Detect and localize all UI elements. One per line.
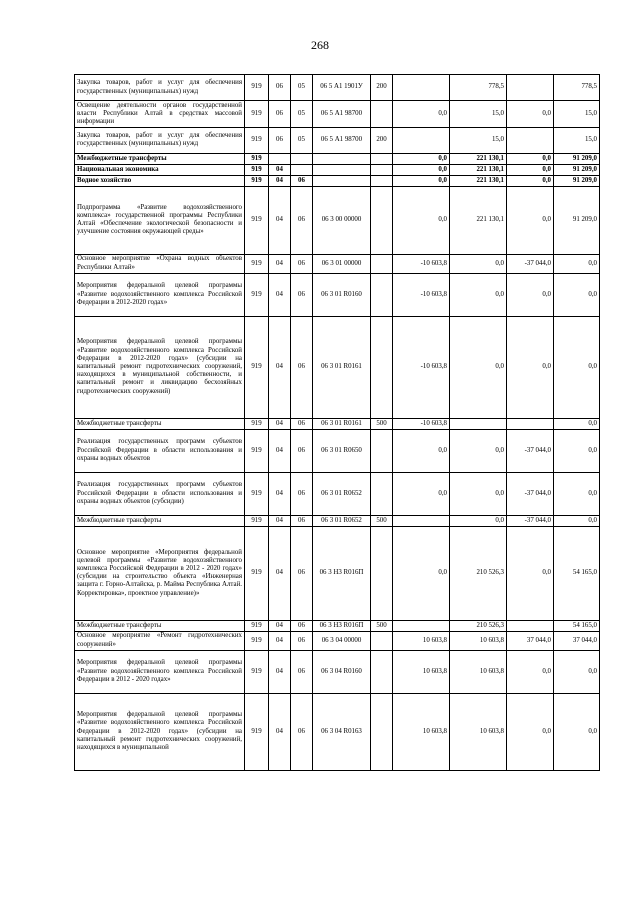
target-article-cell: 06 3 04 00000 <box>313 631 371 650</box>
target-article-cell: 06 3 01 R0161 <box>313 316 371 418</box>
row-name-cell: Межбюджетные трансферты <box>75 418 245 429</box>
expense-type-cell: 200 <box>371 127 393 153</box>
amount-2019-cell: 0,0 <box>450 254 507 273</box>
amount-2019-cell: 0,0 <box>450 273 507 316</box>
target-article-cell: 06 3 01 R0652 <box>313 515 371 526</box>
target-article-cell: 06 3 01 R0160 <box>313 273 371 316</box>
expense-type-cell <box>371 254 393 273</box>
ministry-code-cell: 919 <box>245 175 269 186</box>
amount-change-cell: 0,0 <box>393 153 450 164</box>
table-row <box>75 254 600 273</box>
target-article-cell: 06 3 04 R0160 <box>313 650 371 693</box>
amount-change-2-cell: 37 044,0 <box>507 631 554 650</box>
row-name-cell: Основное мероприятие «Мероприятия федеральной целевой программы «Развитие водохозяйственного комплекса Российской Федерации в 2012 - 2020 годах» (субсидии на строительство объекта «Инженерная защита г. Горно-Алтайска, р. Майма Республика Алтай. Корректировка», проектное управление)» <box>75 526 245 620</box>
amount-change-2-cell: 0,0 <box>507 316 554 418</box>
table-row <box>75 273 600 316</box>
amount-2020-cell: 0,0 <box>554 254 600 273</box>
expense-type-cell <box>371 472 393 515</box>
amount-change-2-cell: -37 044,0 <box>507 515 554 526</box>
amount-2020-cell: 54 165,0 <box>554 620 600 631</box>
amount-change-2-cell: 0,0 <box>507 693 554 770</box>
amount-change-cell: 0,0 <box>393 175 450 186</box>
amount-change-cell: 0,0 <box>393 472 450 515</box>
amount-change-2-cell: 0,0 <box>507 164 554 175</box>
amount-change-cell: 10 603,8 <box>393 650 450 693</box>
amount-change-cell: -10 603,8 <box>393 316 450 418</box>
amount-change-cell: 0,0 <box>393 164 450 175</box>
subsection-code-cell <box>291 153 313 164</box>
amount-2020-cell: 0,0 <box>554 429 600 472</box>
amount-2019-cell: 15,0 <box>450 127 507 153</box>
table-row <box>75 472 600 515</box>
target-article-cell <box>313 175 371 186</box>
subsection-code-cell: 06 <box>291 273 313 316</box>
amount-change-2-cell: 0,0 <box>507 186 554 254</box>
row-name-cell: Межбюджетные трансферты <box>75 153 245 164</box>
ministry-code-cell: 919 <box>245 75 269 101</box>
amount-2019-cell: 10 603,8 <box>450 631 507 650</box>
amount-2019-cell: 778,5 <box>450 75 507 101</box>
table-row <box>75 515 600 526</box>
subsection-code-cell: 06 <box>291 418 313 429</box>
table-row <box>75 631 600 650</box>
amount-change-cell <box>393 75 450 101</box>
section-code-cell: 04 <box>269 526 291 620</box>
section-code-cell: 04 <box>269 186 291 254</box>
amount-2020-cell: 37 044,0 <box>554 631 600 650</box>
amount-2019-cell: 210 526,3 <box>450 526 507 620</box>
row-name-cell: Основное мероприятие «Охрана водных объектов Республики Алтай» <box>75 254 245 273</box>
row-name-cell: Национальная экономика <box>75 164 245 175</box>
section-code-cell: 06 <box>269 101 291 128</box>
expense-type-cell <box>371 164 393 175</box>
amount-2020-cell: 0,0 <box>554 515 600 526</box>
section-code-cell: 06 <box>269 75 291 101</box>
ministry-code-cell: 919 <box>245 153 269 164</box>
section-code-cell: 04 <box>269 631 291 650</box>
amount-change-cell <box>393 620 450 631</box>
subsection-code-cell <box>291 164 313 175</box>
amount-change-2-cell: 0,0 <box>507 273 554 316</box>
ministry-code-cell: 919 <box>245 429 269 472</box>
amount-2020-cell: 0,0 <box>554 693 600 770</box>
row-name-cell: Мероприятия федеральной целевой программы «Развитие водохозяйственного комплекса Российской Федерации в 2012-2020 годах» (субсидии на капитальный ремонт гидротехнических сооружений, находящихся в муниципальной собственности, и капитальный ремонт и ликвидацию бесхозяйных гидротехнических сооружений) <box>75 316 245 418</box>
target-article-cell: 06 3 01 R0650 <box>313 429 371 472</box>
expense-type-cell: 500 <box>371 515 393 526</box>
expense-type-cell: 200 <box>371 75 393 101</box>
amount-2020-cell: 0,0 <box>554 472 600 515</box>
budget-table <box>74 74 600 771</box>
amount-change-2-cell: 0,0 <box>507 526 554 620</box>
ministry-code-cell: 919 <box>245 127 269 153</box>
section-code-cell: 04 <box>269 164 291 175</box>
amount-2020-cell: 778,5 <box>554 75 600 101</box>
amount-2020-cell: 0,0 <box>554 650 600 693</box>
amount-2019-cell: 221 130,1 <box>450 186 507 254</box>
expense-type-cell <box>371 316 393 418</box>
amount-change-2-cell: -37 044,0 <box>507 254 554 273</box>
page-number: 268 <box>311 38 329 52</box>
table-row <box>75 429 600 472</box>
amount-change-cell: 10 603,8 <box>393 693 450 770</box>
section-code-cell: 04 <box>269 515 291 526</box>
expense-type-cell <box>371 693 393 770</box>
amount-2019-cell: 221 130,1 <box>450 164 507 175</box>
target-article-cell: 06 3 00 00000 <box>313 186 371 254</box>
target-article-cell: 06 5 А1 98700 <box>313 127 371 153</box>
subsection-code-cell: 05 <box>291 127 313 153</box>
row-name-cell: Освещение деятельности органов государственной власти Республики Алтай в средствах массовой информации <box>75 101 245 128</box>
ministry-code-cell: 919 <box>245 316 269 418</box>
amount-2020-cell: 54 165,0 <box>554 526 600 620</box>
amount-change-2-cell <box>507 75 554 101</box>
subsection-code-cell: 06 <box>291 650 313 693</box>
target-article-cell: 06 3 01 R0161 <box>313 418 371 429</box>
ministry-code-cell: 919 <box>245 254 269 273</box>
amount-change-2-cell <box>507 418 554 429</box>
section-code-cell: 04 <box>269 472 291 515</box>
row-name-cell: Основное мероприятие «Ремонт гидротехнических сооружений» <box>75 631 245 650</box>
amount-2020-cell: 0,0 <box>554 316 600 418</box>
amount-2020-cell: 0,0 <box>554 273 600 316</box>
row-name-cell: Водное хозяйство <box>75 175 245 186</box>
table-row <box>75 693 600 770</box>
table-row <box>75 101 600 128</box>
amount-2020-cell: 91 209,0 <box>554 153 600 164</box>
target-article-cell: 06 5 А1 98700 <box>313 101 371 128</box>
ministry-code-cell: 919 <box>245 186 269 254</box>
table-row <box>75 164 600 175</box>
expense-type-cell <box>371 526 393 620</box>
table-row <box>75 620 600 631</box>
section-code-cell: 04 <box>269 175 291 186</box>
amount-2019-cell: 0,0 <box>450 472 507 515</box>
ministry-code-cell: 919 <box>245 515 269 526</box>
subsection-code-cell: 06 <box>291 526 313 620</box>
amount-2020-cell: 15,0 <box>554 127 600 153</box>
amount-2019-cell: 0,0 <box>450 515 507 526</box>
section-code-cell: 04 <box>269 254 291 273</box>
expense-type-cell <box>371 101 393 128</box>
subsection-code-cell: 06 <box>291 254 313 273</box>
table-row <box>75 175 600 186</box>
table-row <box>75 316 600 418</box>
amount-change-2-cell: 0,0 <box>507 153 554 164</box>
subsection-code-cell: 06 <box>291 515 313 526</box>
amount-change-2-cell <box>507 127 554 153</box>
row-name-cell: Реализация государственных программ субъектов Российской Федерации в области использования и охраны водных объектов <box>75 429 245 472</box>
amount-change-cell: 0,0 <box>393 186 450 254</box>
row-name-cell: Подпрограмма «Развитие водохозяйственного комплекса» государственной программы Республики Алтай «Обеспечение экологической безопасности и улучшение состояния окружающей среды» <box>75 186 245 254</box>
amount-change-cell: 0,0 <box>393 526 450 620</box>
amount-change-cell: 0,0 <box>393 101 450 128</box>
expense-type-cell: 500 <box>371 620 393 631</box>
section-code-cell: 04 <box>269 273 291 316</box>
amount-change-2-cell <box>507 620 554 631</box>
subsection-code-cell: 06 <box>291 316 313 418</box>
amount-change-cell: 10 603,8 <box>393 631 450 650</box>
amount-2019-cell: 10 603,8 <box>450 650 507 693</box>
expense-type-cell <box>371 631 393 650</box>
target-article-cell: 06 3 01 R0652 <box>313 472 371 515</box>
table-row <box>75 650 600 693</box>
row-name-cell: Мероприятия федеральной целевой программы «Развитие водохозяйственного комплекса Российской Федерации в 2012-2020 годах» <box>75 273 245 316</box>
row-name-cell: Закупка товаров, работ и услуг для обеспечения государственных (муниципальных) нужд <box>75 127 245 153</box>
amount-2019-cell: 221 130,1 <box>450 153 507 164</box>
target-article-cell: 06 3 Н3 R016П <box>313 620 371 631</box>
amount-change-cell: -10 603,8 <box>393 273 450 316</box>
target-article-cell: 06 5 А1 1901У <box>313 75 371 101</box>
target-article-cell: 06 3 Н3 R016П <box>313 526 371 620</box>
ministry-code-cell: 919 <box>245 101 269 128</box>
amount-change-2-cell: -37 044,0 <box>507 429 554 472</box>
subsection-code-cell: 06 <box>291 175 313 186</box>
row-name-cell: Межбюджетные трансферты <box>75 515 245 526</box>
expense-type-cell <box>371 273 393 316</box>
ministry-code-cell: 919 <box>245 693 269 770</box>
target-article-cell: 06 3 04 R0163 <box>313 693 371 770</box>
section-code-cell: 04 <box>269 429 291 472</box>
row-name-cell: Реализация государственных программ субъектов Российской Федерации в области использования и охраны водных объектов (субсидии) <box>75 472 245 515</box>
subsection-code-cell: 06 <box>291 429 313 472</box>
table-row <box>75 127 600 153</box>
amount-change-2-cell: 0,0 <box>507 175 554 186</box>
row-name-cell: Мероприятия федеральной целевой программы «Развитие водохозяйственного комплекса Российской Федерации в 2012 - 2020 годах» <box>75 650 245 693</box>
table-row <box>75 186 600 254</box>
subsection-code-cell: 06 <box>291 631 313 650</box>
expense-type-cell <box>371 175 393 186</box>
table-row <box>75 418 600 429</box>
subsection-code-cell: 06 <box>291 693 313 770</box>
amount-change-cell: -10 603,8 <box>393 418 450 429</box>
ministry-code-cell: 919 <box>245 631 269 650</box>
expense-type-cell <box>371 153 393 164</box>
amount-change-cell <box>393 515 450 526</box>
table-body <box>75 75 600 771</box>
amount-change-cell <box>393 127 450 153</box>
section-code-cell <box>269 153 291 164</box>
amount-2020-cell: 91 209,0 <box>554 186 600 254</box>
amount-2019-cell: 0,0 <box>450 429 507 472</box>
amount-2019-cell: 210 526,3 <box>450 620 507 631</box>
target-article-cell <box>313 164 371 175</box>
table-row <box>75 75 600 101</box>
expense-type-cell <box>371 650 393 693</box>
amount-change-cell: -10 603,8 <box>393 254 450 273</box>
ministry-code-cell: 919 <box>245 273 269 316</box>
amount-2019-cell: 0,0 <box>450 316 507 418</box>
subsection-code-cell: 06 <box>291 186 313 254</box>
row-name-cell: Межбюджетные трансферты <box>75 620 245 631</box>
amount-2020-cell: 0,0 <box>554 418 600 429</box>
ministry-code-cell: 919 <box>245 526 269 620</box>
expense-type-cell <box>371 186 393 254</box>
ministry-code-cell: 919 <box>245 650 269 693</box>
section-code-cell: 04 <box>269 418 291 429</box>
section-code-cell: 04 <box>269 650 291 693</box>
section-code-cell: 04 <box>269 620 291 631</box>
amount-2020-cell: 15,0 <box>554 101 600 128</box>
row-name-cell: Мероприятия федеральной целевой программы «Развитие водохозяйственного комплекса Российской Федерации в 2012-2020 годах» (субсидии на капитальный ремонт гидротехнических сооружений, находящихся в муниципальной <box>75 693 245 770</box>
ministry-code-cell: 919 <box>245 472 269 515</box>
target-article-cell: 06 3 01 00000 <box>313 254 371 273</box>
subsection-code-cell: 05 <box>291 101 313 128</box>
subsection-code-cell: 06 <box>291 472 313 515</box>
amount-2019-cell: 221 130,1 <box>450 175 507 186</box>
amount-change-2-cell: 0,0 <box>507 101 554 128</box>
row-name-cell: Закупка товаров, работ и услуг для обеспечения государственных (муниципальных) нужд <box>75 75 245 101</box>
table-row <box>75 526 600 620</box>
amount-2019-cell: 15,0 <box>450 101 507 128</box>
section-code-cell: 04 <box>269 693 291 770</box>
section-code-cell: 04 <box>269 316 291 418</box>
ministry-code-cell: 919 <box>245 620 269 631</box>
section-code-cell: 06 <box>269 127 291 153</box>
amount-change-2-cell: 0,0 <box>507 650 554 693</box>
amount-2020-cell: 91 209,0 <box>554 175 600 186</box>
subsection-code-cell: 06 <box>291 620 313 631</box>
ministry-code-cell: 919 <box>245 418 269 429</box>
amount-2019-cell: 10 603,8 <box>450 693 507 770</box>
expense-type-cell: 500 <box>371 418 393 429</box>
subsection-code-cell: 05 <box>291 75 313 101</box>
amount-2020-cell: 91 209,0 <box>554 164 600 175</box>
expense-type-cell <box>371 429 393 472</box>
amount-change-2-cell: -37 044,0 <box>507 472 554 515</box>
amount-change-cell: 0,0 <box>393 429 450 472</box>
amount-2019-cell <box>450 418 507 429</box>
table-row <box>75 153 600 164</box>
ministry-code-cell: 919 <box>245 164 269 175</box>
target-article-cell <box>313 153 371 164</box>
